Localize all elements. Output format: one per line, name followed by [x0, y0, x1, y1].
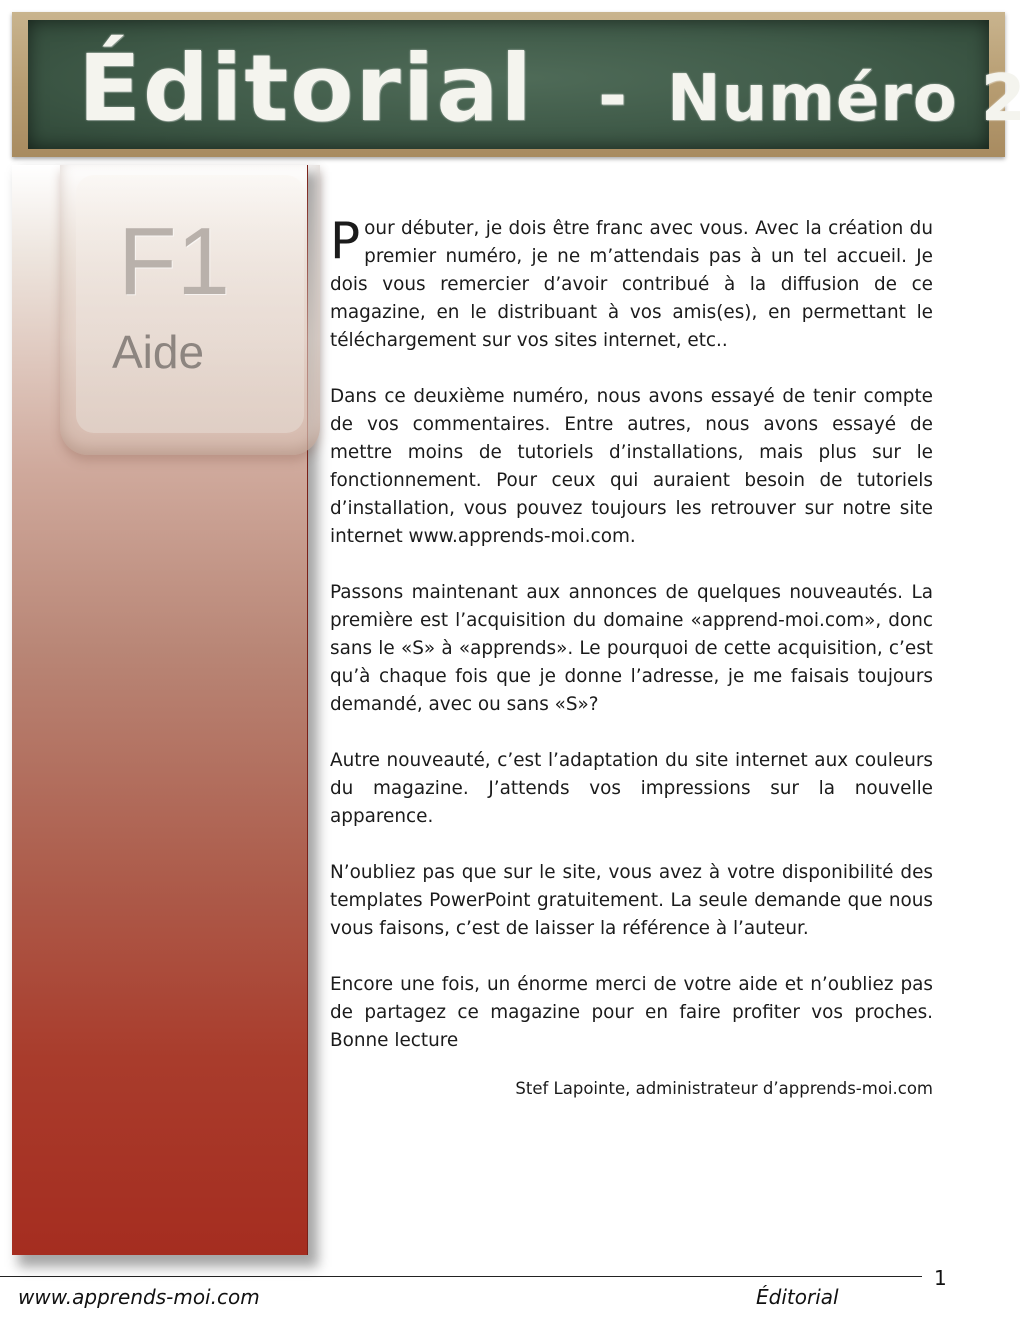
- issue-number: Numéro 2: [667, 62, 1027, 136]
- title-main: Éditorial: [78, 35, 534, 142]
- key-label-aide: Aide: [112, 326, 205, 378]
- paragraph: Autre nouveauté, c’est l’adaptation du site internet aux couleurs du magazine. J’attends vos impressions sur la nouvelle apparence.: [330, 750, 933, 827]
- page-number: 1: [934, 1266, 947, 1290]
- footer-divider: [0, 1276, 922, 1277]
- chalkboard: [28, 20, 1027, 149]
- paragraph-text: our débuter, je dois être franc avec vous. Avec la création du premier numéro, je ne m’attendais pas à un tel accueil. Je dois vous remercier d’avoir contribué à la diffusion de ce magazine, en le distribuant à vos amis(es), en permettant le téléchargement sur vos sites internet, etc..: [330, 218, 933, 351]
- decorative-sidebar: [12, 165, 308, 1255]
- editorial-article: [330, 212, 933, 1101]
- paragraph: [330, 212, 933, 355]
- paragraph: N’oubliez pas que sur le site, vous avez à votre disponibilité des templates PowerPoint gratuitement. La seule demande que nous vous faisons, c’est de laisser la référence à l’auteur.: [330, 862, 933, 939]
- paragraph: Dans ce deuxième numéro, nous avons essayé de tenir compte de vos commentaires. Entre autres, nous avons essayé de mettre moins de tutoriels d’installations, mais plus sur le fonctionnement. Pour ceux qui auraient besoin de tutoriels d’installation, vous pouvez toujours les retrouver sur notre site internet www.apprends-moi.com.: [330, 386, 933, 547]
- footer-section: Éditorial: [756, 1285, 839, 1309]
- paragraph: Encore une fois, un énorme merci de votre aide et n’oubliez pas de partagez ce magazine pour en faire profiter vos proches. Bonne lecture: [330, 974, 933, 1051]
- title-separator: -: [597, 55, 628, 137]
- key-label-f1: F1: [118, 208, 231, 315]
- chalkboard-frame: [12, 12, 1027, 157]
- paragraph: Passons maintenant aux annonces de quelques nouveautés. La première est l’acquisition du domaine «apprend-moi.com», donc sans le «S» à «apprends». Le pourquoi de cette acquisition, c’est qu’à chaque fois que je donne l’adresse, je me faisais toujours demandé, avec ou sans «S»?: [330, 582, 933, 715]
- page-title: [78, 26, 1027, 151]
- f1-key-icon: [60, 165, 320, 455]
- dropcap: P: [330, 212, 361, 270]
- signature: Stef Lapointe, administrateur d’apprends-moi.com: [515, 1079, 933, 1098]
- footer-website: www.apprends-moi.com: [18, 1285, 260, 1309]
